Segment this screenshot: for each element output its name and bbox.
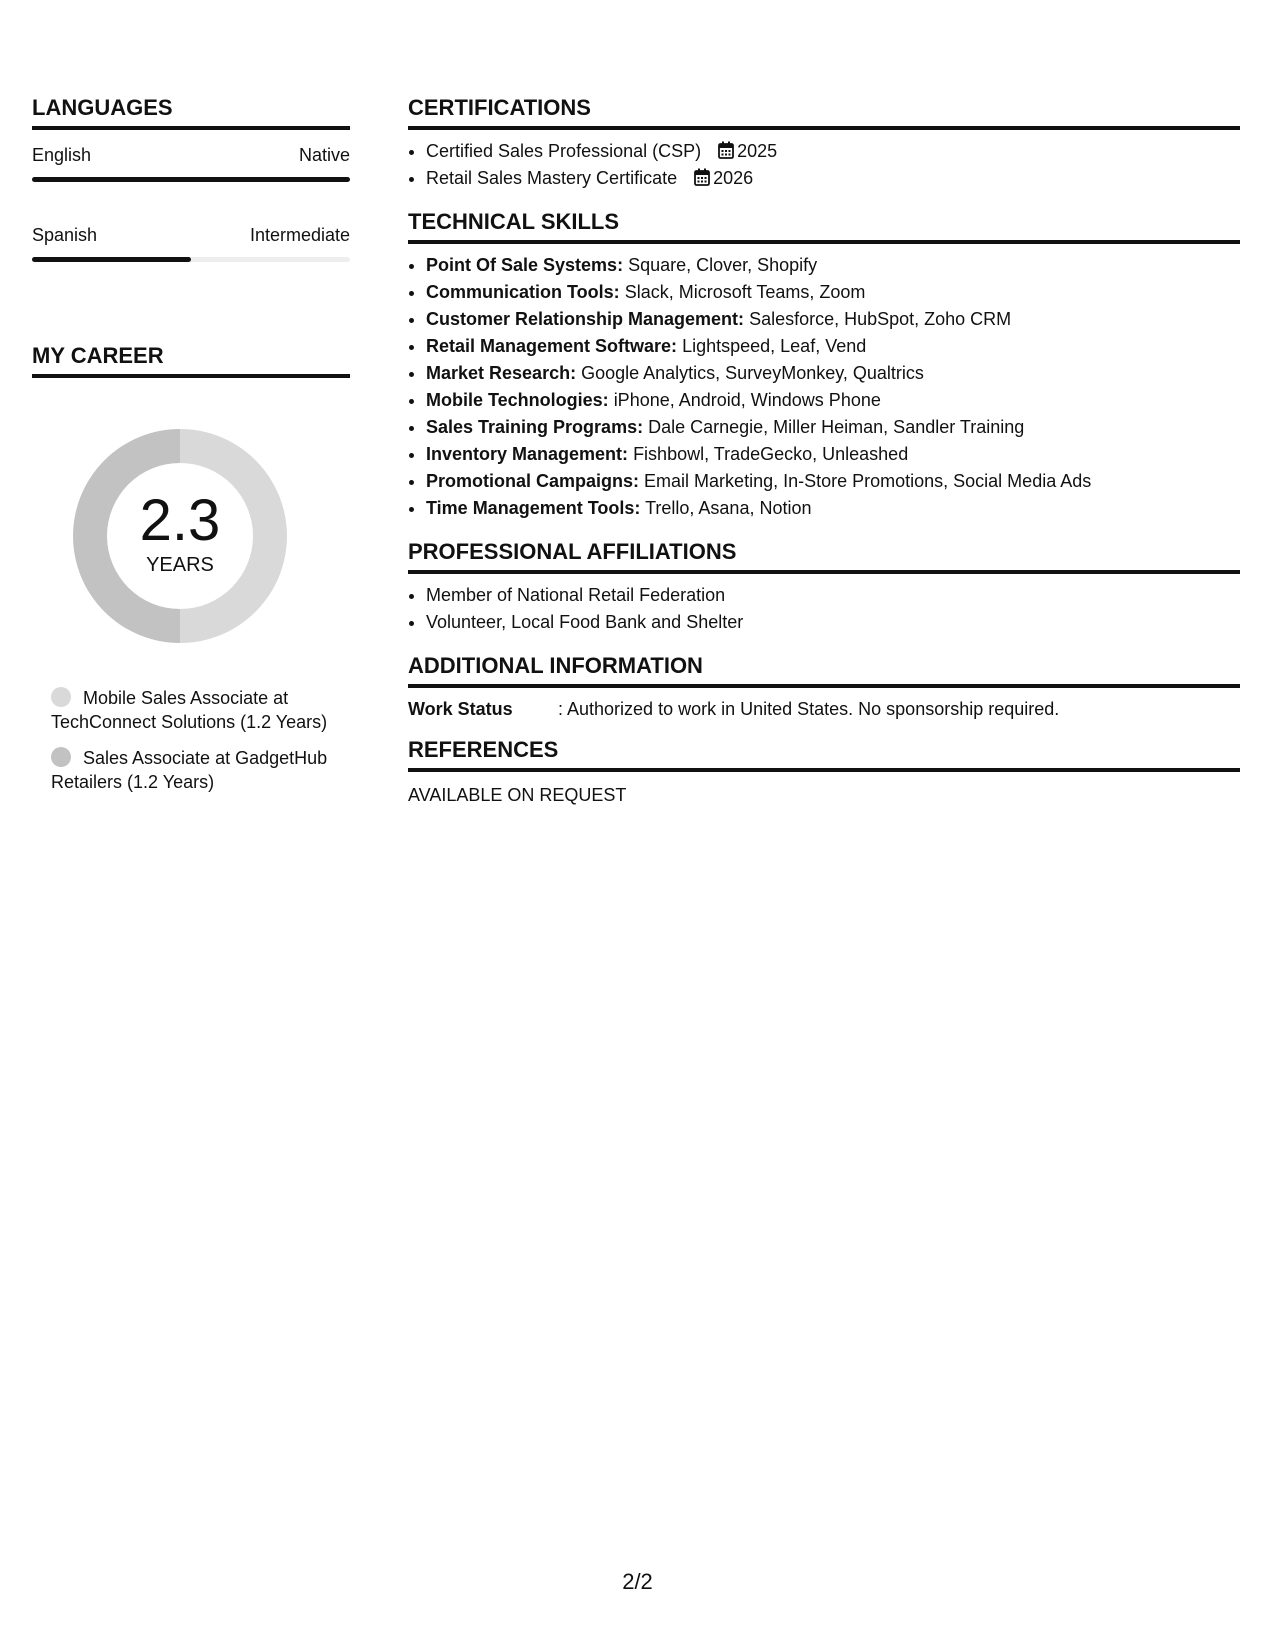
skill-label: Customer Relationship Management: — [426, 309, 745, 329]
certification-name: Retail Sales Mastery Certificate — [426, 168, 678, 188]
career-heading: MY CAREER — [32, 344, 350, 378]
affiliation-item: • Member of National Retail Federation — [426, 582, 1240, 609]
certifications-heading: CERTIFICATIONS — [408, 96, 1240, 130]
skill-item — [426, 414, 1240, 441]
right-column — [408, 96, 1240, 806]
affiliations-list — [408, 582, 1240, 636]
skill-value: Google Analytics, SurveyMonkey, Qualtrics — [581, 363, 924, 383]
career-total-unit: YEARS — [146, 554, 214, 576]
work-status-label: Work Status — [408, 699, 513, 719]
skill-label: Retail Management Software: — [426, 336, 678, 356]
skill-label: Market Research: — [426, 363, 577, 383]
skill-item — [426, 279, 1240, 306]
certification-name: Certified Sales Professional (CSP) — [426, 141, 702, 161]
career-legend-label: Sales Associate at GadgetHub Retailers (1.2 Years) — [51, 748, 328, 792]
skill-item — [426, 252, 1240, 279]
work-status-value: : Authorized to work in United States. No sponsorship required. — [558, 699, 1060, 719]
career-legend-item — [51, 686, 341, 734]
skill-value: Slack, Microsoft Teams, Zoom — [624, 282, 866, 302]
skill-value: Trello, Asana, Notion — [645, 498, 812, 518]
language-proficiency-bar — [32, 177, 350, 182]
skill-label: Time Management Tools: — [426, 498, 641, 518]
technical-skills-heading: TECHNICAL SKILLS — [408, 210, 1240, 244]
additional-info-heading: ADDITIONAL INFORMATION — [408, 654, 1240, 688]
skill-item — [426, 495, 1240, 522]
references-heading: REFERENCES — [408, 738, 1240, 772]
certification-year: 2025 — [737, 141, 778, 161]
skill-value: Email Marketing, In-Store Promotions, Social Media Ads — [644, 471, 1092, 491]
technical-skills-list — [408, 252, 1240, 522]
certification-item — [426, 138, 1240, 165]
skill-item — [426, 306, 1240, 333]
legend-dot-icon — [51, 687, 71, 707]
career-donut-center — [66, 422, 294, 650]
skill-item — [426, 360, 1240, 387]
skill-item — [426, 387, 1240, 414]
career-donut-chart — [66, 422, 294, 650]
language-item — [32, 224, 350, 262]
certification-item — [426, 165, 1240, 192]
affiliations-heading: PROFESSIONAL AFFILIATIONS — [408, 540, 1240, 574]
career-legend-label: Mobile Sales Associate at TechConnect Solutions (1.2 Years) — [51, 688, 328, 732]
certification-year: 2026 — [713, 168, 754, 188]
language-name: English — [32, 145, 92, 165]
skill-item — [426, 333, 1240, 360]
skill-item — [426, 468, 1240, 495]
calendar-icon — [694, 168, 710, 186]
skill-label: Communication Tools: — [426, 282, 620, 302]
career-total-value: 2.3 — [139, 488, 221, 553]
language-name: Spanish — [32, 225, 98, 245]
language-proficiency-fill — [32, 177, 350, 182]
skill-label: Point Of Sale Systems: — [426, 255, 624, 275]
references-text: AVAILABLE ON REQUEST — [408, 785, 627, 805]
career-legend — [51, 686, 341, 794]
language-proficiency-bar — [32, 257, 350, 262]
skill-label: Promotional Campaigns: — [426, 471, 640, 491]
skill-label: Sales Training Programs: — [426, 417, 644, 437]
skill-value: Lightspeed, Leaf, Vend — [682, 336, 867, 356]
legend-dot-icon — [51, 747, 71, 767]
skill-value: Fishbowl, TradeGecko, Unleashed — [633, 444, 909, 464]
left-column — [32, 96, 350, 806]
skill-value: Salesforce, HubSpot, Zoho CRM — [749, 309, 1012, 329]
skill-item — [426, 441, 1240, 468]
skill-value: Dale Carnegie, Miller Heiman, Sandler Training — [648, 417, 1025, 437]
languages-heading: LANGUAGES — [32, 96, 350, 130]
affiliation-item: • Volunteer, Local Food Bank and Shelter — [426, 609, 1240, 636]
skill-label: Inventory Management: — [426, 444, 629, 464]
calendar-icon — [718, 141, 734, 159]
work-status-row — [408, 698, 1240, 720]
language-level: Intermediate — [249, 225, 350, 245]
language-proficiency-fill — [32, 257, 191, 262]
skill-label: Mobile Technologies: — [426, 390, 609, 410]
language-item — [32, 144, 350, 182]
page-number: 2/2 — [622, 1569, 653, 1594]
skill-value: Square, Clover, Shopify — [628, 255, 818, 275]
language-level: Native — [298, 145, 350, 165]
certifications-list — [408, 138, 1240, 192]
career-legend-item — [51, 746, 341, 794]
skill-value: iPhone, Android, Windows Phone — [613, 390, 881, 410]
